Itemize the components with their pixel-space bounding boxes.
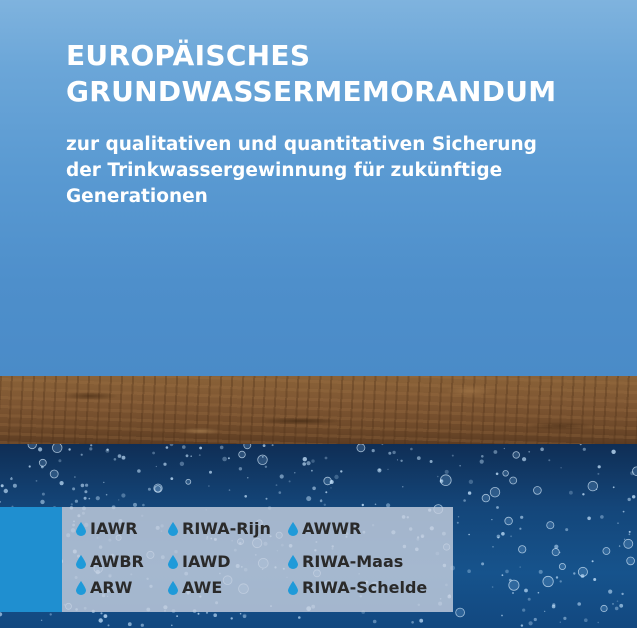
subtitle-line: der Trinkwassergewinnung für zukünftige xyxy=(66,160,503,181)
member-label: IAWD xyxy=(182,552,231,571)
member-label: AWWR xyxy=(302,519,362,538)
subtitle-line: Generationen xyxy=(66,186,208,207)
member-item xyxy=(168,578,222,598)
water-drop-icon xyxy=(76,581,86,595)
cover-title xyxy=(66,38,556,110)
member-label: AWE xyxy=(182,578,223,597)
member-label: ARW xyxy=(90,578,133,597)
member-item xyxy=(288,519,361,539)
member-label: IAWR xyxy=(90,519,138,538)
member-label: RIWA-Rijn xyxy=(182,519,271,538)
member-label: AWBR xyxy=(90,552,144,571)
member-item xyxy=(288,552,403,572)
cover-subtitle xyxy=(66,132,586,210)
water-drop-icon xyxy=(288,522,298,536)
member-organizations-panel xyxy=(62,507,453,612)
water-drop-icon xyxy=(288,581,298,595)
accent-bar xyxy=(0,507,62,612)
member-label: RIWA-Maas xyxy=(302,552,404,571)
member-label: RIWA-Schelde xyxy=(302,578,428,597)
member-item xyxy=(288,578,427,598)
title-line: GRUNDWASSERMEMORANDUM xyxy=(66,75,557,108)
member-item xyxy=(168,519,271,539)
member-item xyxy=(168,552,231,572)
water-drop-icon xyxy=(168,555,178,569)
water-drop-icon xyxy=(76,555,86,569)
water-drop-icon xyxy=(168,522,178,536)
soil-layer-image xyxy=(0,376,637,444)
member-item xyxy=(76,552,144,572)
member-item xyxy=(76,519,138,539)
title-line: EUROPÄISCHES xyxy=(66,39,311,72)
member-item xyxy=(76,578,132,598)
subtitle-line: zur qualitativen und quantitativen Sicherung xyxy=(66,134,537,155)
water-drop-icon xyxy=(76,522,86,536)
water-drop-icon xyxy=(168,581,178,595)
water-drop-icon xyxy=(288,555,298,569)
